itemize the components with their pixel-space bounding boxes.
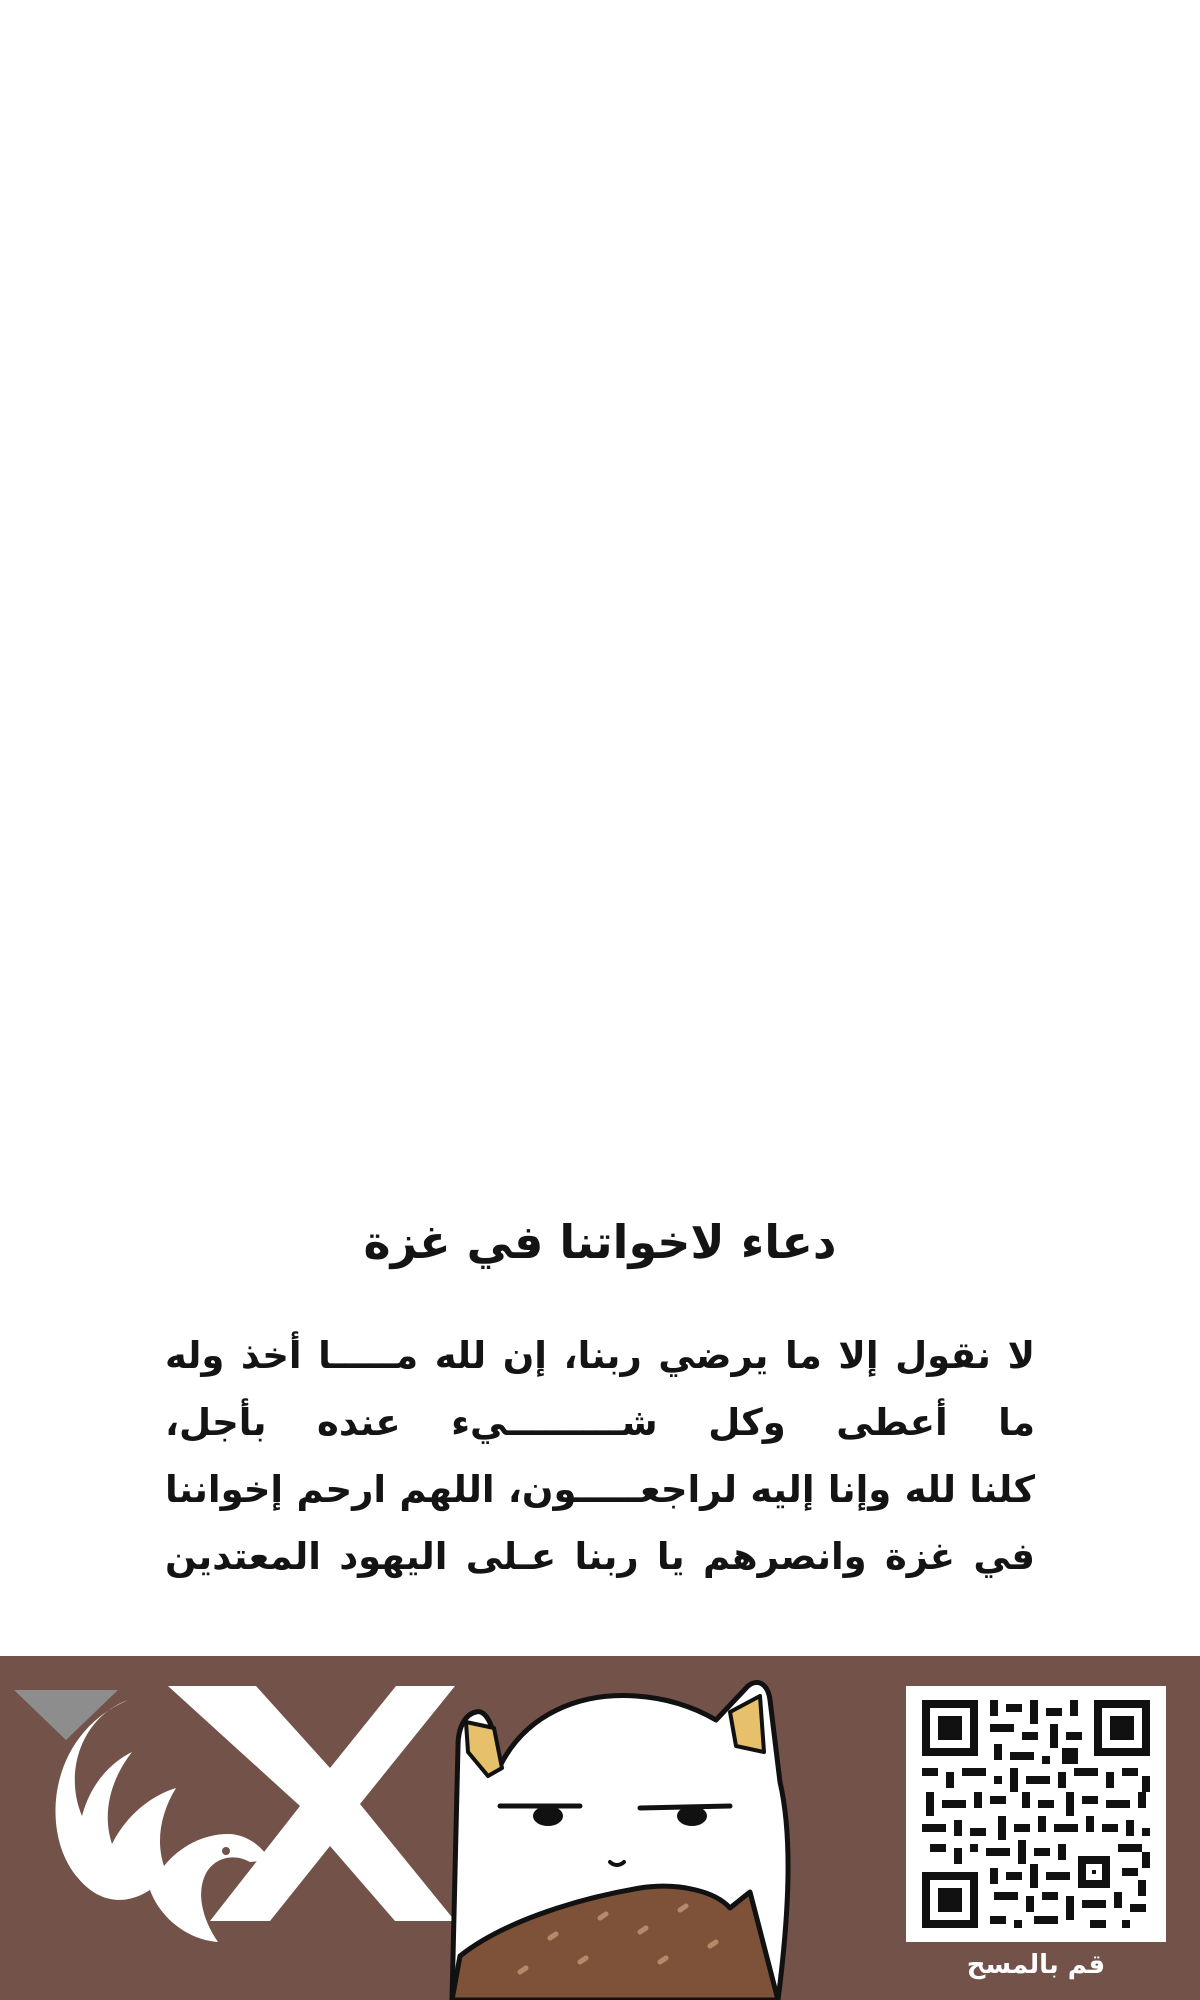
scan-caption: قم بالمسح — [966, 1950, 1106, 1980]
prayer-title: دعاء لاخواتنا في غزة — [363, 1215, 837, 1269]
eagle-x-logo-icon — [0, 1656, 470, 2000]
prayer-line-1: لا نقول إلا ما يرضي ربنا، إن لله مـــــا أخذ وله — [165, 1334, 1035, 1377]
prayer-text — [165, 1322, 1035, 1590]
prayer-line-4: في غزة وانصرهم يا ربنا عـلى اليهود المعتدين — [165, 1535, 1035, 1578]
qr-code-icon — [916, 1694, 1156, 1934]
prayer-line-3: كلنا لله وإنا إليه لراجعـــــون، اللهم ارحم إخواننا — [165, 1468, 1035, 1511]
qr-code[interactable] — [906, 1686, 1166, 1942]
white-cat-character-icon — [430, 1656, 900, 2000]
promo-banner — [0, 1656, 1200, 2000]
prayer-line-2: ما أعطى وكل شـــــــــيء عنده بأجل، — [165, 1401, 1035, 1444]
prayer-section — [0, 1210, 1200, 1590]
